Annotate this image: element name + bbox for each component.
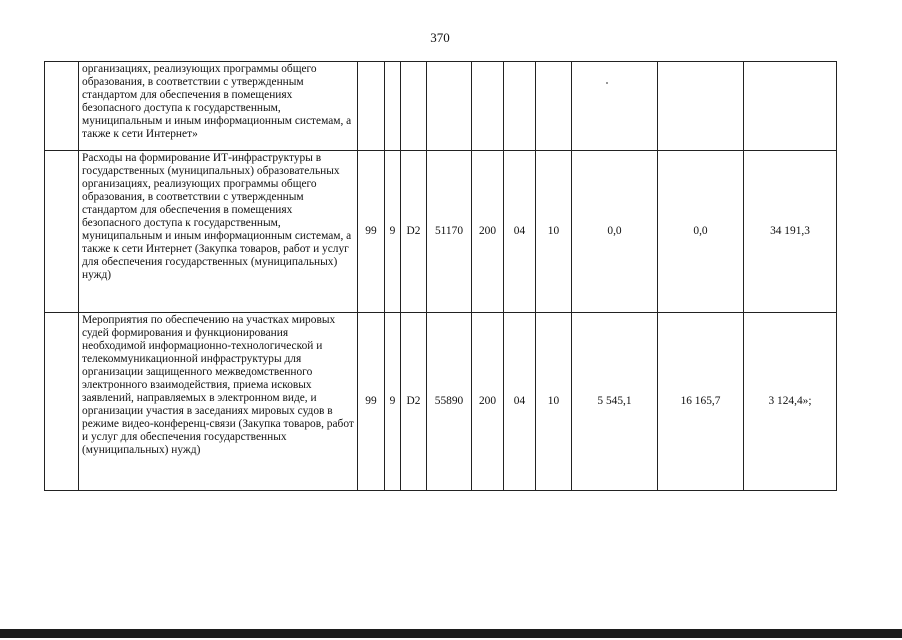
subsection-cell: 10 <box>536 151 572 313</box>
amount-3-cell: 3 124,4»; <box>744 313 837 491</box>
program-cell: 99 <box>358 313 385 491</box>
row-number-cell <box>45 62 79 151</box>
scan-speck <box>606 82 608 84</box>
description-cell: организациях, реализующих программы общего образования, в соответствии с утвержденным стандартом для обеспечения в помещениях безопасного доступа к государственным, муниципальным и иным информационным системам, а также к сети Интернет» <box>79 62 358 151</box>
section-cell <box>504 62 536 151</box>
table-row <box>45 62 837 151</box>
direction-code-cell: D2 <box>401 151 427 313</box>
direction-number-cell <box>427 62 472 151</box>
table-row <box>45 313 837 491</box>
budget-table <box>44 61 837 491</box>
expense-type-cell: 200 <box>472 313 504 491</box>
amount-3-cell: 34 191,3 <box>744 151 837 313</box>
row-number-cell <box>45 151 79 313</box>
program-cell <box>358 62 385 151</box>
subsection-cell <box>536 62 572 151</box>
subprogram-cell <box>385 62 401 151</box>
table-row <box>45 151 837 313</box>
section-cell: 04 <box>504 151 536 313</box>
amount-2-cell: 0,0 <box>658 151 744 313</box>
section-cell: 04 <box>504 313 536 491</box>
page-number: 370 <box>430 30 450 45</box>
expense-type-cell: 200 <box>472 151 504 313</box>
description-cell: Расходы на формирование ИТ-инфраструктуры в государственных (муниципальных) образовательных организациях, реализующих программы общего образования, в соответствии с утвержденным стандартом для обеспечения в помещениях безопасного доступа к государственным, муниципальным и иным информационным системам, а также к сети Интернет (Закупка товаров, работ и услуг для обеспечения государственных (муниципальных) нужд) <box>79 151 358 313</box>
description-cell: Мероприятия по обеспечению на участках мировых судей формирования и функционирования необходимой информационно-технологической и телекоммуникационной инфраструктуры для организации защищенного межведомственного электронного взаимодействия, приема исковых заявлений, направляемых в электронном виде, и организации участия в заседаниях мировых судов в режиме видео-конференц-связи (Закупка товаров, работ и услуг для обеспечения государственных (муниципальных) нужд) <box>79 313 358 491</box>
direction-number-cell: 51170 <box>427 151 472 313</box>
expense-type-cell <box>472 62 504 151</box>
scan-bottom-edge <box>0 629 902 638</box>
amount-1-cell: 5 545,1 <box>572 313 658 491</box>
amount-1-cell: 0,0 <box>572 151 658 313</box>
direction-number-cell: 55890 <box>427 313 472 491</box>
subsection-cell: 10 <box>536 313 572 491</box>
row-number-cell <box>45 313 79 491</box>
direction-code-cell: D2 <box>401 313 427 491</box>
program-cell: 99 <box>358 151 385 313</box>
direction-code-cell <box>401 62 427 151</box>
amount-2-cell <box>658 62 744 151</box>
subprogram-cell: 9 <box>385 151 401 313</box>
subprogram-cell: 9 <box>385 313 401 491</box>
amount-1-cell <box>572 62 658 151</box>
amount-2-cell: 16 165,7 <box>658 313 744 491</box>
amount-3-cell <box>744 62 837 151</box>
